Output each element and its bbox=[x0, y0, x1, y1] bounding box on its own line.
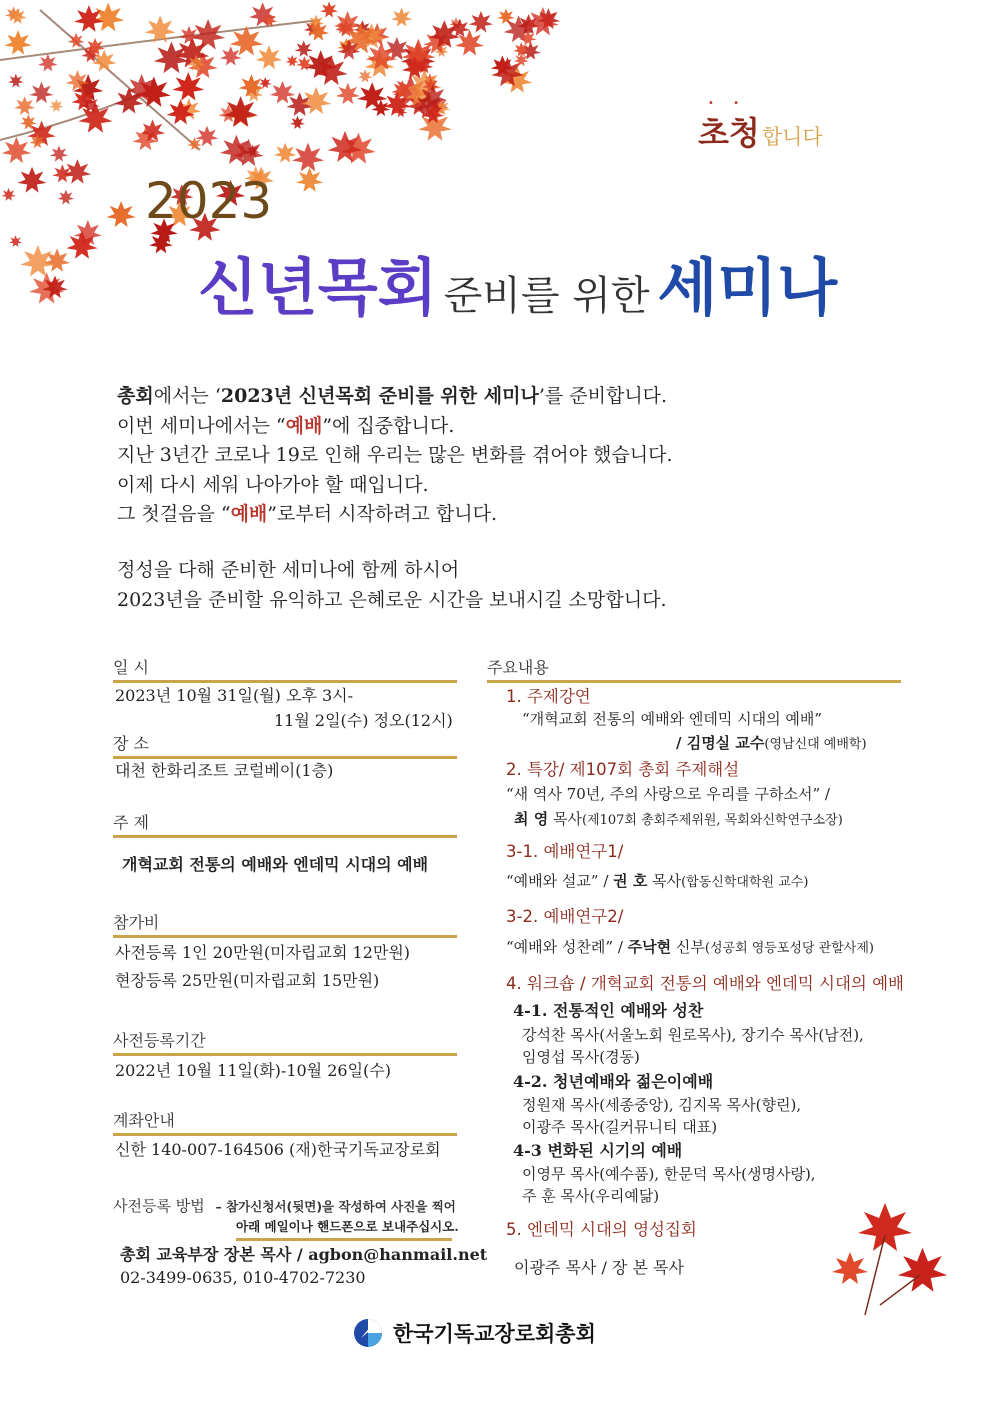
period-text: 2022년 10월 11일(화)-10월 26일(수) bbox=[115, 1061, 391, 1080]
maple-leaf-icon bbox=[50, 145, 68, 161]
invite-heading bbox=[698, 98, 823, 154]
intro-text: 이번 세미나에서는 “ bbox=[117, 414, 286, 437]
maple-leaf-icon bbox=[358, 69, 373, 82]
account-text: 신한 140-007-164506 (재)한국기독교장로회 bbox=[115, 1140, 441, 1159]
method-line-2: 아래 메일이나 핸드폰으로 보내주십시오. bbox=[236, 1217, 452, 1241]
footer-org bbox=[353, 1318, 596, 1348]
maple-leaf-icon bbox=[29, 82, 53, 103]
presenter-note: (제107회 총회주제위원, 목회와신학연구소장) bbox=[581, 813, 843, 828]
workshop-4-2-line-2: 이광주 목사(길커뮤니티 대표) bbox=[522, 1118, 718, 1136]
section-1-presenter bbox=[676, 732, 867, 753]
date-line-1: 2023년 10월 31일(월) 오후 3시- bbox=[115, 686, 354, 705]
intro-highlight: 예배 bbox=[285, 414, 323, 437]
method-heading: 사전등록 방법 bbox=[113, 1197, 205, 1215]
maple-leaf-icon bbox=[68, 33, 85, 48]
title-end: 세미나 bbox=[657, 251, 838, 324]
maple-leaf-icon bbox=[92, 50, 117, 72]
maple-leaf-icon bbox=[1, 188, 16, 201]
event-title bbox=[198, 238, 837, 327]
maple-leaf-icon bbox=[290, 116, 305, 129]
invite-dots-decoration: • • bbox=[708, 98, 747, 109]
maple-leaf-icon bbox=[8, 74, 23, 88]
date-line-2: 11월 2일(수) 정오(12시) bbox=[274, 711, 453, 730]
maple-leaf-icon bbox=[296, 167, 323, 191]
intro-paragraph bbox=[117, 382, 673, 530]
maple-leaf-icon bbox=[295, 40, 313, 56]
workshop-4-1-line-1: 강석찬 목사(서울노회 원로목사), 장기수 목사(남전), bbox=[522, 1026, 864, 1044]
intro-text: 이제 다시 세워 나아가야 할 때입니다. bbox=[117, 473, 429, 496]
maple-leaf-icon bbox=[320, 2, 338, 18]
intro-text: ”로부터 시작하려고 합니다. bbox=[267, 503, 498, 525]
maple-leaf-icon bbox=[17, 167, 46, 193]
account-heading: 계좌안내 bbox=[113, 1108, 457, 1136]
intro-text: 에서는 ‘ bbox=[153, 385, 221, 407]
intro-seminar-name: 2023년 신년목회 준비를 위한 세미나 bbox=[220, 385, 539, 407]
maple-leaf-icon bbox=[2, 137, 32, 163]
maple-leaf-icon bbox=[106, 201, 135, 227]
workshop-4-3-heading: 4-3 변화된 시기의 예배 bbox=[513, 1141, 683, 1160]
title-main: 신년목회 bbox=[198, 251, 438, 324]
intro-text: 그 첫걸음을 “ bbox=[117, 503, 231, 525]
maple-leaf-icon bbox=[58, 190, 75, 205]
maple-leaf-icon bbox=[274, 143, 296, 163]
maple-leaf-icon bbox=[49, 99, 64, 112]
presenter-name: 최 영 bbox=[514, 810, 549, 828]
invite-small-text: 합니다 bbox=[761, 125, 823, 149]
contact-line-1: 총회 교육부장 장본 목사 / agbon@hanmail.net bbox=[120, 1245, 488, 1264]
intro-text: 2023년을 준비할 유익하고 은혜로운 시간을 보내시길 소망합니다. bbox=[117, 588, 667, 611]
section-4-heading: 4. 워크숍 / 개혁교회 전통의 예배와 엔데믹 시대의 예배 bbox=[506, 974, 904, 993]
maple-leaf-icon bbox=[172, 72, 204, 100]
maple-leaf-icon bbox=[286, 55, 299, 67]
theme-text: 개혁교회 전통의 예배와 엔데믹 시대의 예배 bbox=[122, 855, 429, 874]
place-text: 대천 한화리조트 코럴베이(1층) bbox=[115, 761, 334, 780]
maple-leaf-icon bbox=[497, 8, 515, 24]
maple-leaf-icon bbox=[44, 248, 70, 271]
maple-leaf-icon bbox=[38, 54, 58, 72]
presenter-name: 주낙현 bbox=[627, 938, 672, 956]
intro-text: 총회 bbox=[117, 385, 154, 407]
presenter-role: 신부 bbox=[671, 938, 705, 956]
maple-leaf-icon bbox=[196, 126, 219, 146]
org-name: 한국기독교장로회총회 bbox=[393, 1322, 596, 1346]
talk-title: “예배와 성찬례” / bbox=[506, 938, 628, 956]
fee-line-2: 현장등록 25만원(미자립교회 15만원) bbox=[115, 971, 380, 990]
presenter-note: (성공회 영등포성당 관할사제) bbox=[704, 941, 874, 956]
place-heading: 장 소 bbox=[113, 731, 457, 759]
talk-title: “예배와 설교” / bbox=[506, 872, 614, 890]
presenter-note: (영남신대 예배학) bbox=[764, 737, 867, 752]
workshop-4-2-line-1: 정원재 목사(세종중앙), 김지목 목사(향린), bbox=[522, 1096, 802, 1114]
contact-line-2: 02-3499-0635, 010-4702-7230 bbox=[120, 1268, 366, 1287]
intro-text: ”에 집중합니다. bbox=[322, 414, 455, 437]
section-5-heading: 5. 엔데믹 시대의 영성집회 bbox=[506, 1220, 697, 1239]
section-2-heading: 2. 특강/ 제107회 총회 주제해설 bbox=[506, 760, 740, 779]
workshop-4-3-line-1: 이영무 목사(예수품), 한문덕 목사(생명사랑), bbox=[522, 1165, 816, 1183]
maple-leaf-icon bbox=[4, 30, 32, 54]
period-heading: 사전등록기간 bbox=[113, 1028, 457, 1056]
maple-leaf-icon bbox=[220, 46, 242, 65]
intro-text: ’를 준비합니다. bbox=[538, 385, 668, 407]
section-3-2-heading: 3-2. 예배연구2/ bbox=[506, 907, 624, 926]
invite-big-text: 초청 bbox=[698, 114, 760, 152]
maple-leaf-icon bbox=[292, 143, 324, 172]
event-year: 2023 bbox=[145, 172, 273, 230]
maple-leaves-bottom-decoration bbox=[825, 1195, 965, 1325]
method-heading-line bbox=[113, 1195, 456, 1216]
section-3-1-line bbox=[506, 870, 808, 891]
maple-leaf-icon bbox=[469, 11, 493, 33]
maple-leaf-icon bbox=[391, 8, 412, 27]
section-2-title: “새 역사 70년, 주의 사랑으로 우리를 구하소서” / bbox=[506, 785, 830, 803]
maple-leaf-icon bbox=[9, 235, 22, 247]
presenter-role: 목사 bbox=[548, 810, 582, 828]
maple-leaf-icon bbox=[256, 45, 283, 69]
intro-highlight: 예배 bbox=[230, 503, 268, 525]
presenter-name: 권 호 bbox=[613, 872, 648, 890]
section-5-presenters: 이광주 목사 / 장 본 목사 bbox=[514, 1258, 684, 1277]
maple-leaf-icon bbox=[149, 232, 173, 253]
maple-leaf-icon bbox=[249, 2, 276, 26]
presenter-name: / 김명실 교수 bbox=[676, 734, 765, 752]
presenter-role: 목사 bbox=[647, 872, 682, 890]
fee-heading: 참가비 bbox=[113, 910, 457, 938]
maple-leaf-icon bbox=[92, 3, 124, 32]
section-1-title: “개혁교회 전통의 예배와 엔데믹 시대의 예배” bbox=[522, 710, 822, 728]
method-line-1: – 참가신청서(뒷면)을 작성하여 사진을 찍어 bbox=[215, 1199, 456, 1214]
main-content-heading: 주요내용 bbox=[487, 655, 901, 683]
prok-logo-icon bbox=[353, 1318, 383, 1348]
section-1-heading: 1. 주제강연 bbox=[506, 687, 591, 706]
intro-text: 지난 3년간 코로나 19로 인해 우리는 많은 변화를 겪어야 했습니다. bbox=[117, 444, 673, 466]
section-3-2-line bbox=[506, 936, 874, 957]
maple-leaf-icon bbox=[336, 83, 360, 104]
intro-closing bbox=[117, 556, 666, 615]
section-2-presenter bbox=[514, 808, 843, 829]
workshop-4-1-heading: 4-1. 전통적인 예배와 성찬 bbox=[513, 1001, 704, 1020]
maple-leaf-icon bbox=[14, 96, 35, 115]
fee-line-1: 사전등록 1인 20만원(미자립교회 12만원) bbox=[115, 943, 411, 962]
intro-text: 정성을 다해 준비한 세미나에 함께 하시어 bbox=[117, 559, 460, 581]
theme-heading: 주 제 bbox=[113, 810, 457, 838]
title-mid: 준비를 위한 bbox=[443, 273, 650, 319]
workshop-4-1-line-2: 임영섭 목사(경동) bbox=[522, 1048, 640, 1066]
section-3-1-heading: 3-1. 예배연구1/ bbox=[506, 842, 624, 861]
date-heading: 일 시 bbox=[113, 655, 457, 683]
presenter-note: (합동신학대학원 교수) bbox=[681, 875, 809, 890]
workshop-4-3-line-2: 주 훈 목사(우리예닮) bbox=[522, 1187, 660, 1205]
workshop-4-2-heading: 4-2. 청년예배와 젊은이예배 bbox=[513, 1072, 714, 1091]
